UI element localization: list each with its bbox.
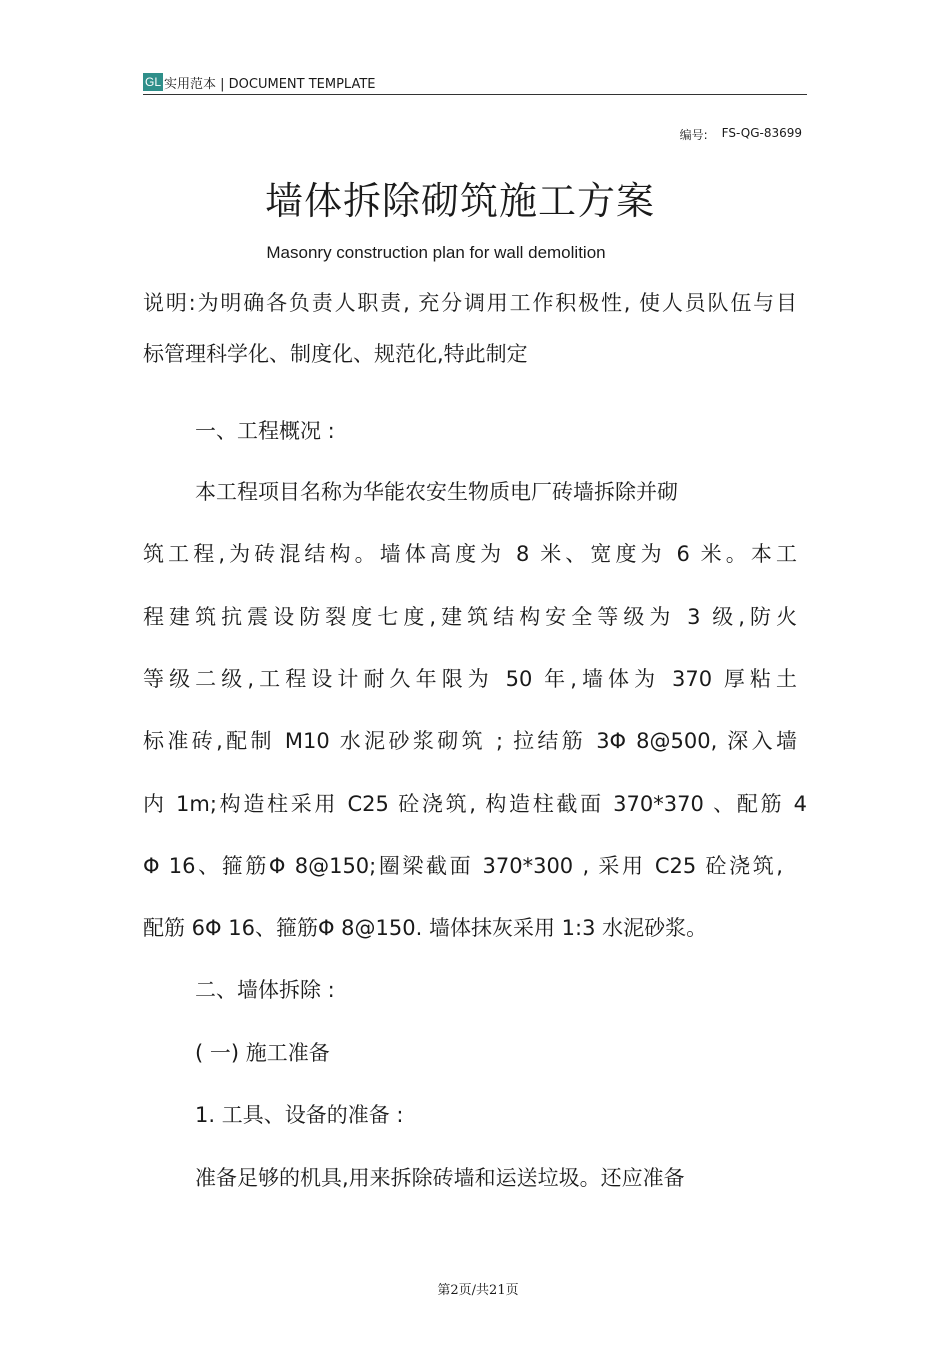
paragraph-line: 配筋 6Φ 16、箍筋Φ 8@150. 墙体抹灰采用 1:3 水泥砂浆。 xyxy=(143,916,708,940)
header-text: 实用范本 | DOCUMENT TEMPLATE xyxy=(164,76,376,92)
paragraph-line: 准备足够的机具,用来拆除砖墙和运送垃圾。还应准备 xyxy=(195,1166,685,1190)
section-heading: 一、工程概况 : xyxy=(195,419,335,443)
document-subtitle: Masonry construction plan for wall demolition xyxy=(266,243,606,262)
page-number: 第2页/共21页 xyxy=(437,1283,519,1298)
subsection-heading: ( 一) 施工准备 xyxy=(195,1041,330,1065)
paragraph-line: 说明:为明确各负责人职责, 充分调用工作积极性, 使人员队伍与目 xyxy=(143,291,797,315)
document-number xyxy=(680,126,802,143)
paragraph-line: 筑工程,为砖混结构。墙体高度为 8 米、宽度为 6 米。本工 xyxy=(143,542,797,566)
gl-logo: GL xyxy=(145,75,162,89)
document-number-value: FS-QG-83699 xyxy=(721,126,802,140)
paragraph-line: 标准砖,配制 M10 水泥砂浆砌筑 ; 拉结筋 3Φ 8@500, 深入墙 xyxy=(143,729,797,753)
paragraph-line: 程建筑抗震设防裂度七度,建筑结构安全等级为 3 级,防火 xyxy=(143,605,797,629)
document-header xyxy=(143,70,807,95)
paragraph-line: 等级二级,工程设计耐久年限为 50 年,墙体为 370 厚粘土 xyxy=(143,667,797,691)
section-heading: 二、墙体拆除 : xyxy=(195,978,335,1002)
document-title: 墙体拆除砌筑施工方案 xyxy=(264,179,655,223)
paragraph-line: 标管理科学化、制度化、规范化,特此制定 xyxy=(143,342,528,366)
document-number-label: 编号: xyxy=(679,128,708,142)
list-item-heading: 1. 工具、设备的准备 : xyxy=(195,1103,404,1127)
paragraph-line: Φ 16、箍筋Φ 8@150;圈梁截面 370*300 , 采用 C25 砼浇筑, xyxy=(143,854,783,878)
paragraph-line: 本工程项目名称为华能农安生物质电厂砖墙拆除并砌 xyxy=(195,480,678,504)
paragraph-line: 内 1m;构造柱采用 C25 砼浇筑, 构造柱截面 370*370 、配筋 4 xyxy=(143,792,807,816)
